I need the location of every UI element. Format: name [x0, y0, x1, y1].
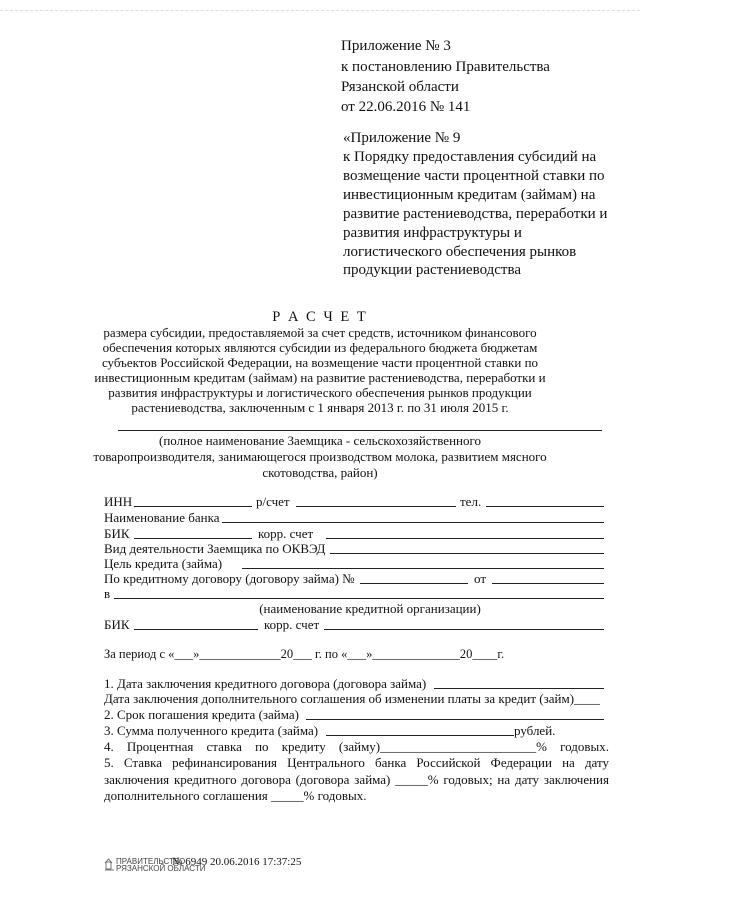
appendix9-line-5: развитие растениеводства, переработки и — [343, 206, 608, 222]
registration-stamp: № 6949 20.06.2016 17:37:25 — [172, 856, 302, 868]
account-field[interactable] — [296, 506, 456, 507]
item2-label: 2. Срок погашения кредита (займа) — [104, 707, 299, 722]
item4-line[interactable]: 4. Процентная ставка по кредиту (займу)________________________% годовых. — [104, 739, 609, 754]
okved-field[interactable] — [330, 553, 604, 554]
appendix3-line-2: к постановлению Правительства — [341, 59, 550, 75]
tel-label: тел. — [460, 494, 482, 509]
item5-line-3[interactable]: дополнительного соглашения _____% годовых. — [104, 788, 367, 803]
appendix9-line-4: инвестиционным кредитам (займам) на — [343, 187, 596, 203]
borrower-caption-1: (полное наименование Заемщика - сельскохозяйственного — [158, 433, 481, 448]
document-title: Р А С Ч Е Т — [272, 309, 368, 325]
credit-org-caption: (наименование кредитной организации) — [259, 601, 481, 616]
bik-field[interactable] — [134, 538, 252, 539]
subtitle-line-1: размера субсидии, предоставляемой за счет средств, источником финансового — [103, 325, 537, 340]
item1-field[interactable] — [434, 688, 604, 689]
item5-line-1: 5. Ставка рефинансирования Центрального банка Российской Федерации на дату — [104, 755, 609, 770]
loan-agreement-number-field[interactable] — [360, 583, 468, 584]
appendix9-line-2: к Порядку предоставления субсидий на — [343, 149, 597, 165]
item2-field[interactable] — [306, 719, 604, 720]
bik-label: БИК — [104, 526, 130, 541]
from-label: от — [474, 571, 487, 586]
item1b-line[interactable]: Дата заключения дополнительного соглашения об изменении платы за кредит (займ)____ — [104, 691, 601, 706]
item1-label: 1. Дата заключения кредитного договора (договора займа) — [104, 676, 427, 691]
appendix3-line-1: Приложение № 3 — [341, 38, 451, 54]
appendix9-line-7: логистического обеспечения рынков — [343, 244, 577, 260]
corr-account-label: корр. счет — [258, 526, 314, 541]
subtitle-line-5: развития инфраструктуры и логистического обеспечения рынков продукции — [108, 385, 532, 400]
appendix9-line-1: «Приложение № 9 — [343, 130, 461, 146]
loan-agreement-label: По кредитному договору (договору займа) № — [104, 571, 355, 586]
svg-text:РЯЗАНСКОЙ ОБЛАСТИ: РЯЗАНСКОЙ ОБЛАСТИ — [116, 864, 206, 873]
corr-account-field[interactable] — [326, 538, 604, 539]
bik2-field[interactable] — [134, 629, 258, 630]
item3-field[interactable] — [326, 735, 514, 736]
credit-org-field[interactable] — [114, 598, 604, 599]
okved-label: Вид деятельности Заемщика по ОКВЭД — [104, 541, 326, 556]
inn-field[interactable] — [134, 506, 252, 507]
appendix9-line-6: развития инфраструктуры и — [343, 225, 522, 241]
item3-label: 3. Сумма полученного кредита (займа) — [104, 723, 319, 738]
borrower-caption-3: скотоводства, район) — [262, 465, 378, 480]
subtitle-line-4: инвестиционным кредитам (займам) на развитие растениеводства, переработки и — [94, 370, 546, 385]
purpose-field[interactable] — [242, 568, 604, 569]
loan-agreement-date-field[interactable] — [492, 583, 604, 584]
appendix9-line-3: возмещение части процентной ставки по — [343, 168, 605, 184]
top-scan-mark — [0, 10, 640, 14]
subtitle-line-3: субъектов Российской Федерации, на возмещение части процентной ставки по — [101, 355, 539, 370]
purpose-label: Цель кредита (займа) — [104, 556, 223, 571]
appendix9-line-8: продукции растениеводства — [343, 262, 522, 278]
appendix3-line-3: Рязанской области — [341, 79, 459, 95]
bik2-label: БИК — [104, 617, 130, 632]
tel-field[interactable] — [486, 506, 604, 507]
svg-text:ПРАВИТЕЛЬСТВО: ПРАВИТЕЛЬСТВО — [116, 857, 186, 866]
bank-name-field[interactable] — [222, 522, 604, 523]
item5-line-2[interactable]: заключения кредитного договора (договора займа) _____% годовых; на дату заключения — [104, 772, 609, 787]
corr-account2-field[interactable] — [324, 629, 604, 630]
item3-unit: рублей. — [514, 723, 556, 738]
borrower-name-line[interactable] — [118, 430, 602, 431]
appendix3-line-4: от 22.06.2016 № 141 — [341, 99, 471, 115]
borrower-caption-2: товаропроизводителя, занимающегося производством молока, развитием мясного — [93, 449, 547, 464]
corr-account2-label: корр. счет — [264, 617, 320, 632]
in-label: в — [104, 586, 111, 601]
government-stamp — [104, 855, 206, 875]
subtitle-line-6: растениеводства, заключенным с 1 января 2013 г. по 31 июля 2015 г. — [131, 400, 509, 415]
inn-label: ИНН — [104, 494, 133, 509]
period-line[interactable]: За период с «___»_____________20___ г. по «___»______________20____г. — [104, 647, 505, 661]
bank-name-label: Наименование банка — [104, 510, 220, 525]
account-label: р/счет — [256, 494, 290, 509]
subtitle-line-2: обеспечения которых являются субсидии из федерального бюджета бюджетам — [102, 340, 538, 355]
